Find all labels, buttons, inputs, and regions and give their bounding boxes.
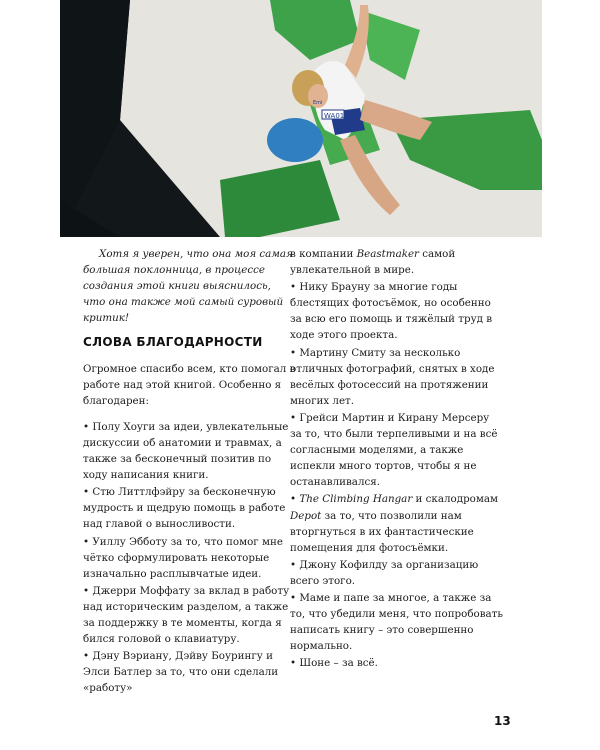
photo-caption: Хотя я уверен, что она моя самая большая поклонница, в процессе создания этой книги выяснилось, что она также мой самый суровый критик! [83, 248, 293, 325]
blue-volume [267, 118, 323, 162]
list-item: • Полу Хоуги за идеи, увлекательные дискуссии об анатомии и травмах, а также за бесконечный позитив по ходу написания книги. [83, 420, 289, 482]
climbing-scene [60, 0, 542, 237]
list-item: • Уиллу Эбботу за то, что помог мне чётко сформулировать некоторые изначально расплывчатые идеи. [83, 535, 283, 580]
page-number: 13 [494, 714, 511, 728]
section-heading: СЛОВА БЛАГОДАРНОСТИ [83, 335, 263, 350]
list-item: • Грейси Мартин и Кирану Мерсеру за то, что были терпеливыми и на всё согласными моделями, а также испекли много тортов, чтобы я не останавливался. [290, 411, 498, 489]
list-item: • Мартину Смиту за несколько отличных фотографий, снятых в ходе весёлых фотосессий на протяжении многих лет. [290, 346, 495, 407]
list-item: • The Climbing Hangar и скалодромам Depot за то, что позволили нам вторгнуться в их фантастические помещения для фотосъёмки. [290, 493, 499, 554]
list-item: • Джерри Моффату за вклад в работу над историческим разделом, а также за поддержку в те моменты, когда я бился головой о клавиатуру. [83, 584, 290, 646]
list-item: • Стю Литтлфэйру за бесконечную мудрость и щедрую помощь в работе над главой о выносливости. [83, 486, 286, 531]
list-item: • Маме и папе за многое, а также за то, что убедили меня, что попробовать написать книгу – это совершенно нормально. [290, 591, 503, 653]
list-item: • Шоне – за всё. [290, 657, 378, 670]
left-column [83, 246, 296, 697]
list-item: • Джону Кофилду за организацию всего этого. [290, 558, 479, 587]
list-item-continued: в компании Beastmaker самой увлекательной в мире. [290, 248, 456, 277]
bib-text: WA01 [324, 112, 345, 120]
list-item: • Дэну Вэриану, Дэйву Боурингу и Элси Батлер за то, что они сделали «работу» [83, 650, 279, 695]
climber-photo [60, 0, 542, 237]
list-item: • Нику Брауну за многие годы блестящих фотосъёмок, но особенно за всю его помощь и тяжёлый труд в ходе этого проекта. [290, 281, 493, 342]
brand-text: Emi [313, 100, 323, 106]
right-column [290, 246, 503, 672]
intro-paragraph: Огромное спасибо всем, кто помогал в работе над этой книгой. Особенно я благодарен: [83, 362, 296, 407]
